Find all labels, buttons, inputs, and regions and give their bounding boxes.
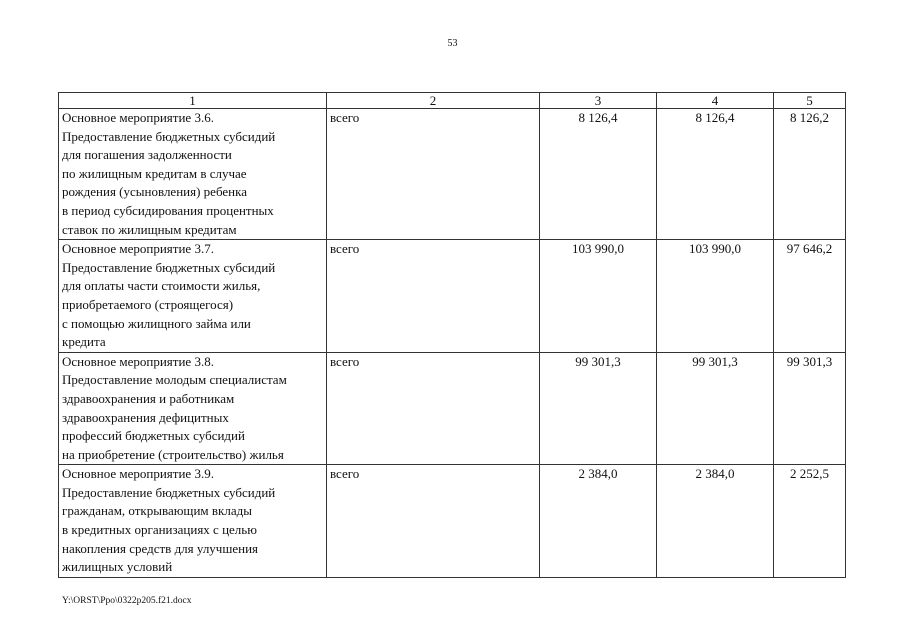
activity-description: Основное мероприятие 3.7. Предоставление бюджетных субсидий для оплаты части стоимости жилья, приобретаемого (строящегося) с помощью жилищного займа или кредита	[59, 240, 327, 353]
value-col5: 8 126,2	[774, 109, 846, 240]
column-header-5: 5	[774, 93, 846, 109]
column-header-1: 1	[59, 93, 327, 109]
funding-kind: всего	[327, 240, 540, 353]
column-header-4: 4	[657, 93, 774, 109]
funding-kind: всего	[327, 109, 540, 240]
activity-description: Основное мероприятие 3.6. Предоставление бюджетных субсидий для погашения задолженности по жилищным кредитам в случае рождения (усыновления) ребенка в период субсидирования процентных ставок по жилищным кредитам	[59, 109, 327, 240]
page-number: 53	[447, 38, 458, 49]
value-col3: 103 990,0	[540, 240, 657, 353]
value-col4: 103 990,0	[657, 240, 774, 353]
value-col3: 8 126,4	[540, 109, 657, 240]
value-col4: 8 126,4	[657, 109, 774, 240]
value-col4: 2 384,0	[657, 465, 774, 578]
activity-description: Основное мероприятие 3.8. Предоставление молодым специалистам здравоохранения и работникам здравоохранения дефицитных профессий бюджетных субсидий на приобретение (строительство) жилья	[59, 352, 327, 465]
column-header-2: 2	[327, 93, 540, 109]
value-col5: 97 646,2	[774, 240, 846, 353]
table-row	[59, 240, 846, 353]
funding-kind: всего	[327, 352, 540, 465]
table-row	[59, 109, 846, 240]
table-row	[59, 352, 846, 465]
footer-file-path: Y:\ORST\Ppo\0322p205.f21.docx	[62, 596, 192, 606]
value-col3: 2 384,0	[540, 465, 657, 578]
budget-table	[58, 92, 846, 578]
value-col5: 2 252,5	[774, 465, 846, 578]
table-header-row	[59, 93, 846, 109]
funding-kind: всего	[327, 465, 540, 578]
column-header-3: 3	[540, 93, 657, 109]
value-col3: 99 301,3	[540, 352, 657, 465]
value-col5: 99 301,3	[774, 352, 846, 465]
value-col4: 99 301,3	[657, 352, 774, 465]
table-row	[59, 465, 846, 578]
activity-description: Основное мероприятие 3.9. Предоставление бюджетных субсидий гражданам, открывающим вклады в кредитных организациях с целью накопления средств для улучшения жилищных условий	[59, 465, 327, 578]
